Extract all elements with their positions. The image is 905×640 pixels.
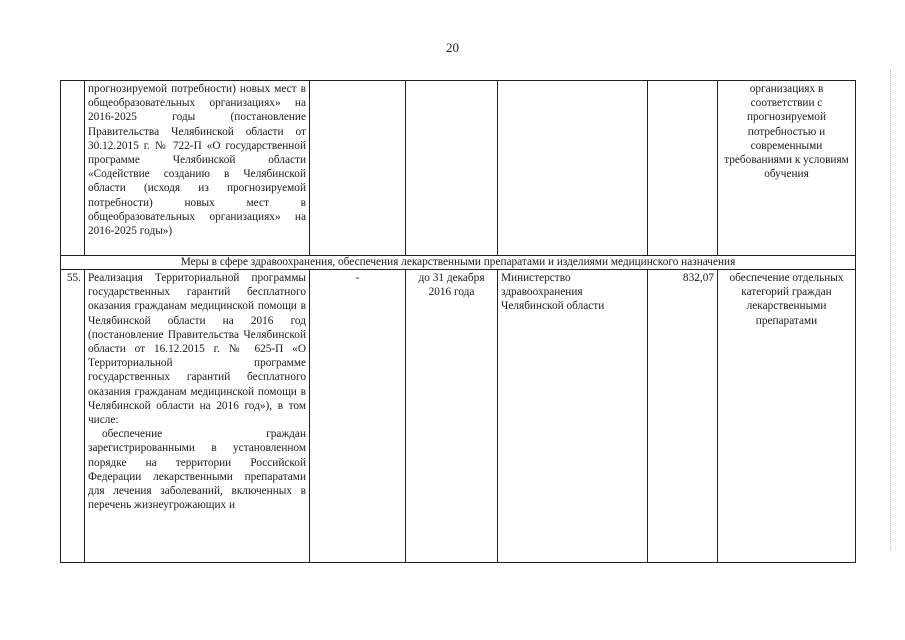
cell-executor: Министерство здравоохранения Челябинской области bbox=[498, 270, 648, 563]
table-row-55 bbox=[61, 270, 856, 563]
cell-measure-name: прогнозируемой потребности) новых мест в общеобразовательных организациях» на 2016-2025 годы (постановление Правительства Челябинской области от 30.12.2015 г. № 722-П «О государственной программе Челябинской области «Содействие созданию в Челябинской области (исходя из прогнозируемой потребности) новых мест в общеобразовательных организациях» на 2016-2025 годы») bbox=[85, 81, 310, 256]
table-row-continued bbox=[61, 81, 856, 256]
cell-number: 55. bbox=[61, 270, 85, 563]
cell-amount bbox=[648, 81, 718, 256]
page-number: 20 bbox=[446, 40, 459, 55]
cell-executor bbox=[498, 81, 648, 256]
section-header: Меры в сфере здравоохранения, обеспечения лекарственными препаратами и изделиями медицинского назначения bbox=[61, 256, 856, 270]
section-header-row bbox=[61, 256, 856, 270]
measure-name-text: Реализация Территориальной программы государственных гарантий бесплатного оказания гражданам медицинской помощи в Челябинской области на 2016 год (постановление Правительства Челябинской области от 16.12.2015 г. № 625-П «О Территориальной программе государственных гарантий бесплатного оказания гражданам медицинской помощи в Челябинской области на 2016 год»), в том числе: bbox=[88, 272, 306, 427]
cell-amount: 832,07 bbox=[648, 270, 718, 563]
cell-measure-name bbox=[85, 270, 310, 563]
cell-deadline bbox=[406, 81, 498, 256]
scan-edge-artifact bbox=[890, 70, 895, 550]
cell-expected-result: обеспечение отдельных категорий граждан лекарственными препаратами bbox=[718, 270, 856, 563]
cell-col3 bbox=[310, 81, 406, 256]
cell-expected-result: организациях в соответствии с прогнозируемой потребностью и современными требованиями к условиям обучения bbox=[718, 81, 856, 256]
measure-name-subitem: обеспечение граждан зарегистрированными в установленном порядке на территории Российской Федерации лекарственными препаратами для лечения заболеваний, включенных в перечень жизнеугрожающих и bbox=[88, 428, 306, 512]
cell-number bbox=[61, 81, 85, 256]
cell-deadline: до 31 декабря 2016 года bbox=[406, 270, 498, 563]
measures-table bbox=[60, 80, 856, 563]
cell-col3: - bbox=[310, 270, 406, 563]
